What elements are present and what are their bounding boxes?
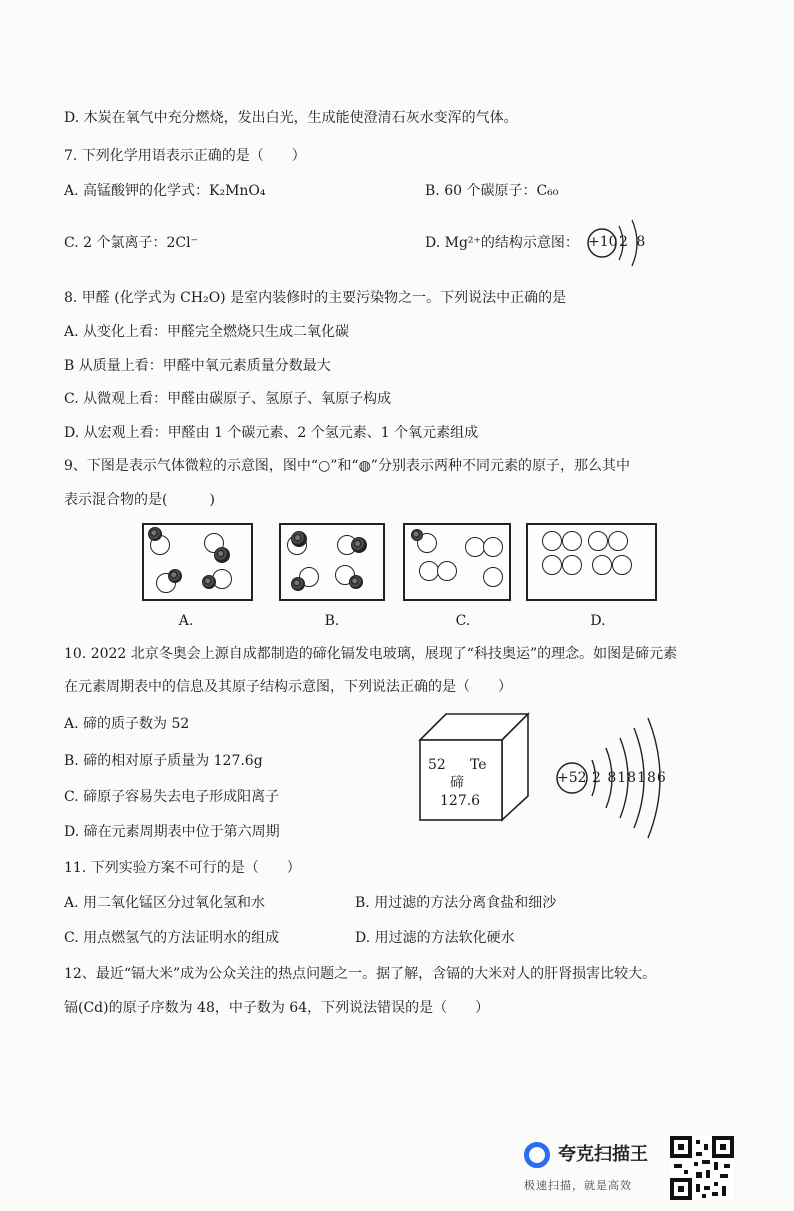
q9-label-b: B. bbox=[324, 613, 340, 629]
te-symbol: Te bbox=[470, 757, 487, 773]
mg-ion-structure-diagram bbox=[582, 212, 662, 272]
te-name: 碲 bbox=[450, 775, 464, 791]
q8-option-c: C. 从微观上看：甲醛由碳原子、氢原子、氧原子构成 bbox=[64, 391, 392, 407]
q11-option-d: D. 用过滤的方法软化硬水 bbox=[355, 930, 515, 946]
q10-stem-line2: 在元素周期表中的信息及其原子结构示意图，下列说法正确的是（ ） bbox=[64, 679, 512, 695]
scanner-slogan: 极速扫描，就是高效 bbox=[524, 1179, 632, 1192]
q9-stem-line2: 表示混合物的是( ) bbox=[64, 492, 215, 508]
q10-option-b: B. 碲的相对原子质量为 127.6g bbox=[64, 753, 263, 769]
te-shell-label: 2 818186 bbox=[592, 770, 667, 786]
q8-option-b: B 从质量上看：甲醛中氧元素质量分数最大 bbox=[64, 358, 331, 374]
scanner-brand: 夸克扫描王 bbox=[558, 1144, 648, 1165]
q11-stem: 11. 下列实验方案不可行的是（ ） bbox=[64, 860, 301, 876]
q9-label-a: A. bbox=[178, 613, 194, 629]
q9-diagram-b bbox=[279, 523, 385, 601]
qr-code-icon bbox=[670, 1136, 734, 1200]
q10-option-d: D. 碲在元素周期表中位于第六周期 bbox=[64, 824, 280, 840]
scanner-watermark bbox=[520, 1138, 740, 1198]
q7-option-d: D. Mg²⁺的结构示意图： bbox=[425, 235, 579, 251]
tellurium-atomic-structure bbox=[552, 712, 682, 844]
te-atomic-mass: 127.6 bbox=[440, 793, 481, 809]
q9-label-c: C. bbox=[455, 613, 471, 629]
q9-label-d: D. bbox=[590, 613, 606, 629]
q11-option-b: B. 用过滤的方法分离食盐和细沙 bbox=[355, 895, 557, 911]
q12-stem-line2: 镉(Cd)的原子序数为 48，中子数为 64，下列说法错误的是（ ） bbox=[64, 1000, 490, 1016]
q7-option-b: B. 60 个碳原子：C₆₀ bbox=[425, 183, 559, 199]
q9-diagram-c bbox=[403, 523, 511, 601]
q10-option-a: A. 碲的质子数为 52 bbox=[64, 716, 190, 732]
q8-option-a: A. 从变化上看：甲醛完全燃烧只生成二氧化碳 bbox=[64, 324, 350, 340]
q9-diagram-d bbox=[526, 523, 657, 601]
q7-option-c: C. 2 个氯离子：2Cl⁻ bbox=[64, 235, 198, 251]
q7-option-a: A. 高锰酸钾的化学式：K₂MnO₄ bbox=[64, 183, 266, 199]
te-atomic-number: 52 bbox=[428, 757, 446, 773]
q9-stem-line1: 9、下图是表示气体微粒的示意图，图中“○”和“◍”分别表示两种不同元素的原子，那么其中 bbox=[64, 458, 630, 474]
te-nucleus-label: +52 bbox=[557, 770, 587, 786]
tellurium-periodic-cell bbox=[418, 712, 530, 822]
mg-nucleus-label: +10 bbox=[588, 234, 618, 250]
q7-stem: 7. 下列化学用语表示正确的是（ ） bbox=[64, 148, 306, 164]
q11-option-a: A. 用二氧化锰区分过氧化氢和水 bbox=[64, 895, 266, 911]
q9-diagram-a bbox=[142, 523, 253, 601]
mg-shell-label: 2 8 bbox=[619, 234, 648, 250]
q8-option-d: D. 从宏观上看：甲醛由 1 个碳元素、2 个氢元素、1 个氧元素组成 bbox=[64, 425, 479, 441]
q10-stem-line1: 10. 2022 北京冬奥会上源自成都制造的碲化镉发电玻璃，展现了“科技奥运”的理念。如图是碲元素 bbox=[64, 646, 678, 662]
q12-stem-line1: 12、最近“镉大米”成为公众关注的热点问题之一。据了解，含镉的大米对人的肝肾损害比较大。 bbox=[64, 966, 657, 982]
q6-option-d: D. 木炭在氧气中充分燃烧，发出白光，生成能使澄清石灰水变浑的气体。 bbox=[64, 110, 518, 126]
scanner-logo-icon bbox=[524, 1142, 550, 1168]
q8-stem: 8. 甲醛 (化学式为 CH₂O) 是室内装修时的主要污染物之一。下列说法中正确的是 bbox=[64, 290, 567, 306]
q11-option-c: C. 用点燃氢气的方法证明水的组成 bbox=[64, 930, 280, 946]
q10-option-c: C. 碲原子容易失去电子形成阳离子 bbox=[64, 789, 280, 805]
